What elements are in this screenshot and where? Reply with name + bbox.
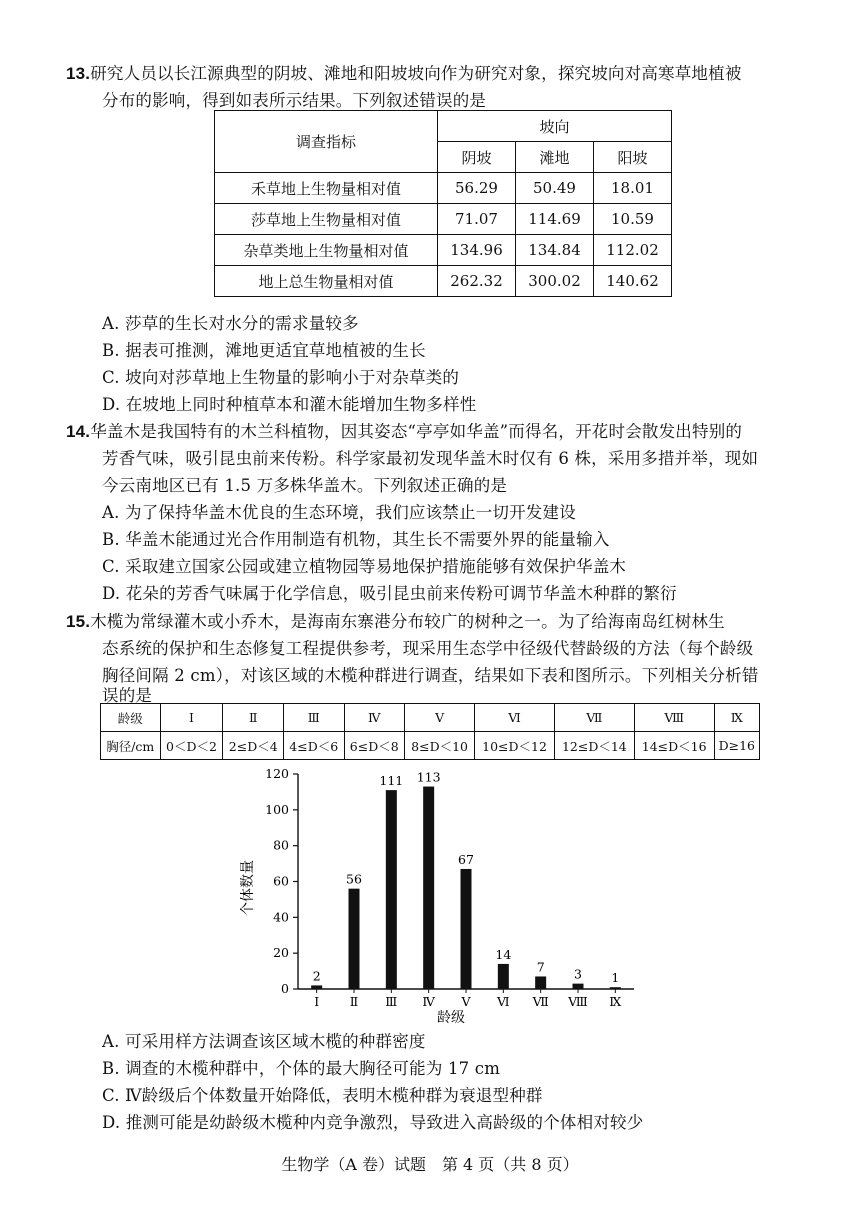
cell: Ⅷ — [634, 704, 714, 732]
x-tick-label: Ⅷ — [568, 994, 588, 1009]
q14-option-a: A. 为了保持华盖木优良的生态环境，我们应该禁止一切开发建设 — [102, 503, 576, 522]
x-tick-label: Ⅵ — [497, 994, 510, 1009]
x-tick-label: Ⅱ — [349, 994, 359, 1009]
cell: 50.49 — [516, 173, 594, 204]
q13-option-d: D. 在坡地上同时种植草本和灌木能增加生物多样性 — [102, 395, 477, 414]
y-tick-label: 100 — [265, 801, 289, 817]
q14-stem-line1 — [66, 418, 742, 442]
cell: 114.69 — [516, 204, 594, 235]
table-row — [215, 235, 672, 266]
cell: Ⅴ — [405, 704, 475, 732]
bar — [610, 987, 621, 989]
cell: 140.62 — [594, 266, 672, 297]
q13-col-header: 阴坡 — [438, 142, 516, 173]
data-label: 7 — [536, 959, 545, 975]
bar — [535, 976, 546, 989]
row-label: 禾草地上生物量相对值 — [215, 173, 438, 204]
y-tick-label: 0 — [281, 981, 289, 996]
data-label: 3 — [574, 966, 582, 982]
cell: 18.01 — [594, 173, 672, 204]
q13-col-header: 阳坡 — [594, 142, 672, 173]
y-tick-label: 20 — [273, 945, 289, 961]
q14-number: 14. — [66, 422, 91, 441]
data-label: 2 — [312, 968, 321, 984]
y-tick-label: 40 — [273, 909, 289, 925]
data-label: 14 — [495, 946, 512, 962]
q15-number: 15. — [66, 612, 91, 631]
cell: 112.02 — [594, 235, 672, 266]
cell: Ⅳ — [344, 704, 405, 732]
q13-option-b: B. 据表可推测，滩地更适宜草地植被的生长 — [102, 341, 426, 360]
bar — [461, 869, 472, 989]
q15-option-a: A. 可采用样方法调查该区域木榄的种群密度 — [102, 1032, 426, 1051]
q14-stem-text1: 华盖木是我国特有的木兰科植物，因其姿态“亭亭如华盖”而得名，开花时会散发出特别的 — [90, 422, 743, 441]
x-tick-label: Ⅴ — [461, 994, 471, 1009]
cell: 6≤D＜8 — [344, 732, 405, 760]
x-tick-label: Ⅸ — [609, 994, 622, 1009]
data-label: 113 — [416, 769, 441, 785]
cell: Ⅱ — [223, 704, 284, 732]
table-row — [215, 173, 672, 204]
bar — [349, 889, 360, 989]
q13-stem-line1 — [66, 60, 742, 84]
cell: Ⅶ — [554, 704, 634, 732]
cell: 71.07 — [438, 204, 516, 235]
cell: D≥16 — [714, 732, 759, 760]
cell: 56.29 — [438, 173, 516, 204]
y-tick-label: 120 — [265, 766, 289, 781]
q13-stem-line2: 分布的影响，得到如表所示结果。下列叙述错误的是 — [102, 91, 487, 110]
cell: 2≤D＜4 — [223, 732, 284, 760]
cell: 134.96 — [438, 235, 516, 266]
x-tick-label: Ⅶ — [532, 994, 549, 1009]
cell: Ⅲ — [283, 704, 344, 732]
q13-header-index: 调查指标 — [215, 111, 438, 173]
q15-option-b: B. 调查的木榄种群中，个体的最大胸径可能为 17 cm — [102, 1059, 501, 1078]
q14-option-b: B. 华盖木能通过光合作用制造有机物，其生长不需要外界的能量输入 — [102, 530, 610, 549]
q15-stem-text1: 木榄为常绿灌木或小乔木，是海南东寨港分布较广的树种之一。为了给海南岛红树林生 — [90, 612, 725, 631]
q15-stem-line2: 态系统的保护和生态修复工程提供参考，现采用生态学中径级代替龄级的方法（每个龄级 — [102, 639, 754, 658]
row-label: 龄级 — [101, 704, 161, 732]
bar — [311, 985, 322, 989]
data-label: 56 — [346, 871, 362, 887]
row-label: 胸径/cm — [101, 732, 161, 760]
bar — [573, 984, 584, 989]
x-axis-label: 龄级 — [437, 1010, 465, 1026]
q13-stem-text1: 研究人员以长江源典型的阴坡、滩地和阳坡坡向作为研究对象，探究坡向对高寒草地植被 — [90, 64, 742, 83]
y-tick-label: 60 — [273, 873, 289, 889]
q15-stem-line4: 误的是 — [102, 686, 153, 705]
q13-header-group: 坡向 — [438, 111, 672, 142]
x-tick-label: Ⅳ — [422, 994, 435, 1009]
q13-col-header: 滩地 — [516, 142, 594, 173]
cell: Ⅸ — [714, 704, 759, 732]
q15-stem-line1 — [66, 608, 725, 632]
cell: 262.32 — [438, 266, 516, 297]
data-label: 67 — [458, 851, 474, 867]
table-row — [101, 704, 760, 732]
bar — [498, 964, 509, 989]
q14-stem-line3: 今云南地区已有 1.5 万多株华盖木。下列叙述正确的是 — [102, 476, 508, 495]
q15-stem-line3: 胸径间隔 2 cm），对该区域的木榄种群进行调查，结果如下表和图所示。下列相关分析错 — [102, 666, 759, 685]
cell: 10.59 — [594, 204, 672, 235]
row-label: 杂草类地上生物量相对值 — [215, 235, 438, 266]
y-tick-label: 80 — [273, 837, 289, 853]
q13-option-c: C. 坡向对莎草地上生物量的影响小于对杂草类的 — [102, 368, 460, 387]
table-row — [215, 266, 672, 297]
q14-stem-line2: 芳香气味，吸引昆虫前来传粉。科学家最初发现华盖木时仅有 6 株，采用多措并举，现如 — [102, 449, 759, 468]
q13-table — [214, 110, 672, 297]
cell: Ⅰ — [160, 704, 223, 732]
x-tick-label: Ⅰ — [314, 994, 320, 1009]
q15-option-c: C. Ⅳ龄级后个体数量开始降低，表明木榄种群为衰退型种群 — [102, 1086, 543, 1105]
row-label: 地上总生物量相对值 — [215, 266, 438, 297]
cell: 8≤D＜10 — [405, 732, 475, 760]
table-row — [215, 204, 672, 235]
bar — [386, 790, 397, 989]
q13-option-a: A. 莎草的生长对水分的需求量较多 — [102, 314, 359, 333]
q15-table — [100, 703, 760, 760]
cell: 300.02 — [516, 266, 594, 297]
row-label: 莎草地上生物量相对值 — [215, 204, 438, 235]
cell: Ⅵ — [475, 704, 555, 732]
q14-option-c: C. 采取建立国家公园或建立植物园等易地保护措施能够有效保护华盖木 — [102, 557, 627, 576]
cell: 12≤D＜14 — [554, 732, 634, 760]
data-label: 1 — [611, 970, 620, 986]
data-label: 111 — [379, 773, 404, 789]
cell: 4≤D＜6 — [283, 732, 344, 760]
q14-option-d: D. 花朵的芳香气味属于化学信息，吸引昆虫前来传粉可调节华盖木种群的繁衍 — [102, 584, 677, 603]
cell: 14≤D＜16 — [634, 732, 714, 760]
q13-number: 13. — [66, 64, 91, 83]
cell: 10≤D＜12 — [475, 732, 555, 760]
cell: 0＜D＜2 — [160, 732, 223, 760]
age-class-bar-chart — [230, 760, 650, 1030]
bar — [423, 787, 434, 989]
page-footer: 生物学（A 卷）试题 第 4 页（共 8 页） — [281, 1155, 579, 1174]
y-axis-label: 个体数量 — [240, 860, 256, 916]
q15-option-d: D. 推测可能是幼龄级木榄种内竞争激烈，导致进入高龄级的个体相对较少 — [102, 1113, 644, 1132]
cell: 134.84 — [516, 235, 594, 266]
table-row — [101, 732, 760, 760]
x-tick-label: Ⅲ — [385, 994, 398, 1009]
